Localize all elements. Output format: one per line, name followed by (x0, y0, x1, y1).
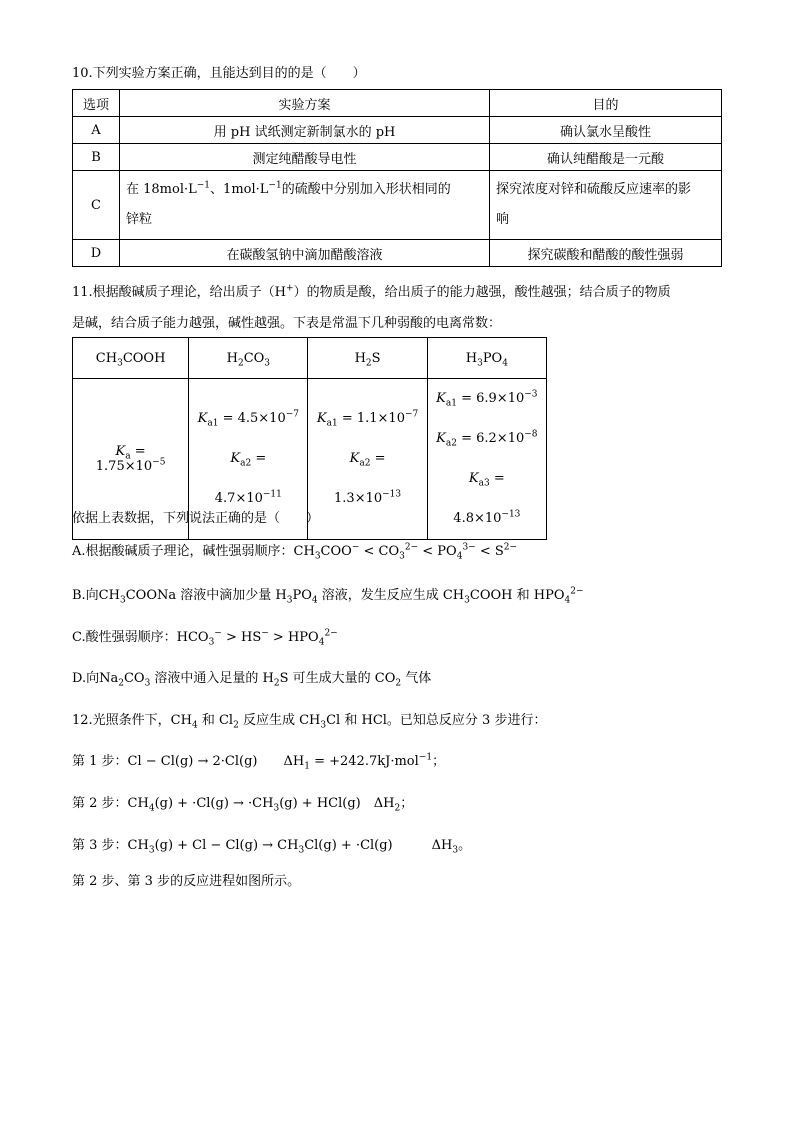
row-option: B (73, 144, 120, 171)
table-row (73, 240, 722, 267)
ka-h2s: $K_{a1} = 1.1\times 10^{-7}$ $K_{a2} = 1.3\times 10^{-13}$ (308, 379, 427, 540)
row-plan: 用 pH 试纸测定新制氯水的 pH (120, 117, 490, 144)
superscript: −1 (268, 180, 282, 191)
row-option: D (73, 240, 120, 267)
plan-text: 、1mol·L (210, 182, 269, 197)
q12-stem: 12.光照条件下，$CH_4$ 和 $Cl_2$ 反应生成 $CH_3Cl$ 和 HCl。已知总反应分 3 步进行： (72, 713, 547, 731)
header-plan: 实验方案 (120, 90, 490, 117)
q10-stem: 10.下列实验方案正确，且能达到目的的是（ ） (72, 66, 366, 81)
plan-text: 的硫酸中分别加入形状相同的 (281, 182, 451, 197)
q11-option-c: C.酸性强弱顺序：$HCO_3^- > HS^- > HPO_4^{2-}$ (72, 628, 338, 648)
table-header-row (73, 338, 547, 379)
row-goal: 探究碳酸和醋酸的酸性强弱 (490, 240, 722, 267)
q11-stem-line1 (72, 283, 671, 303)
table-row (73, 144, 722, 171)
ka-h3po4: $K_{a1} = 6.9\times 10^{-3}$ $K_{a2} = 6.2\times 10^{-8}$ $K_{a3} = 4.8\times 10^{-13}$ (427, 379, 546, 540)
header-h2co3: $H_2CO_3$ (189, 338, 308, 379)
ka-h2co3: $K_{a1} = 4.5\times 10^{-7}$ $K_{a2} = 4.7\times 10^{-11}$ (189, 379, 308, 540)
goal-text: 探究浓度对锌和硫酸反应速率的影 (496, 182, 692, 197)
row-plan: 在碳酸氢钠中滴加醋酸溶液 (120, 240, 490, 267)
plan-text: 在 18mol·L (126, 182, 197, 197)
table-row (73, 117, 722, 144)
header-h3po4: $H_3PO_4$ (427, 338, 546, 379)
q11-option-a: A.根据酸碱质子理论，碱性强弱顺序：$CH_3COO^- < CO_3^{2-} < PO_4^{3-} < S^{2-}$ (72, 542, 518, 562)
superscript: + (286, 283, 294, 294)
row-option: A (73, 117, 120, 144)
row-plan: 测定纯醋酸导电性 (120, 144, 490, 171)
q11-option-b: B.向$CH_3COONa$ 溶液中滴加少量 $H_3PO_4$ 溶液，发生反应生成 $CH_3COOH$ 和 $HPO_4^{2-}$ (72, 586, 584, 606)
q12-last-line: 第 2 步、第 3 步的反应进程如图所示。 (72, 874, 301, 889)
row-option: C (73, 171, 120, 240)
q12-step1: 第 1 步：Cl − Cl(g) → 2·Cl(g) $\Delta H_1 = +242.7kJ\cdot mol^{-1}$； (72, 752, 446, 772)
q11-stem-line2: 是碱，结合质子能力越强，碱性越强。下表是常温下几种弱酸的电离常数： (72, 316, 502, 331)
row-goal: 确认氯水呈酸性 (490, 117, 722, 144)
header-goal: 目的 (490, 90, 722, 117)
table-header-row (73, 90, 722, 117)
q12-step3: 第 3 步：$CH_3(g) + Cl - Cl(g) \to CH_3Cl(g) + \cdot Cl(g)$ $\Delta H_3$。 (72, 838, 472, 856)
header-acetic: $CH_3COOH$ (73, 338, 189, 379)
goal-text: 响 (496, 212, 510, 227)
q11-option-d: D.向$Na_2CO_3$ 溶液中通入足量的 $H_2S$ 可生成大量的 $CO_2$ 气体 (72, 671, 432, 689)
ka-acetic: $K_a = 1.75\times 10^{-5}$ (73, 379, 189, 540)
q11-prompt: 依据上表数据，下列说法正确的是（ ） (72, 511, 320, 526)
row-plan (120, 171, 490, 240)
stem-text: ）的物质是酸，给出质子的能力越强，酸性越强；结合质子的物质 (293, 285, 671, 300)
superscript: −1 (196, 180, 211, 191)
header-option: 选项 (73, 90, 120, 117)
row-goal: 确认纯醋酸是一元酸 (490, 144, 722, 171)
table-row (73, 171, 722, 240)
row-goal (490, 171, 722, 240)
stem-text: 11.根据酸碱质子理论，给出质子（H (72, 285, 287, 300)
plan-text: 锌粒 (126, 212, 153, 227)
q10-table (72, 89, 722, 267)
header-h2s: $H_2S$ (308, 338, 427, 379)
q12-step2: 第 2 步：$CH_4(g) + \cdot Cl(g) \to \cdot CH_3(g) + HCl(g)$ $\Delta H_2$； (72, 796, 414, 814)
